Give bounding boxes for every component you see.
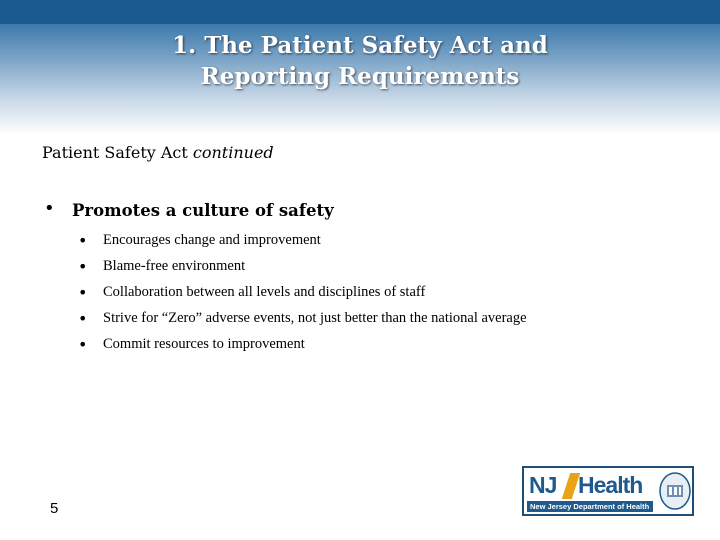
main-bullet-text: Promotes a culture of safety [72,201,334,220]
header-top-bar [0,0,720,24]
bullet-icon: • [44,198,55,219]
logo-department-text: New Jersey Department of Health [530,502,650,511]
bullet-icon: • [78,283,88,302]
bullet-icon: • [78,231,88,250]
list-item-text: Commit resources to improvement [103,336,305,352]
bullet-icon: • [78,335,88,354]
slide-subtitle [42,143,274,162]
page-number: 5 [50,500,59,517]
list-item-text: Collaboration between all levels and disciplines of staff [103,284,426,300]
list-item-text: Strive for “Zero” adverse events, not just better than the national average [103,310,527,326]
slide-title-line-1: 1. The Patient Safety Act and [172,32,548,59]
bullet-icon: • [78,309,88,328]
bullet-icon: • [78,257,88,276]
list-item [78,334,698,360]
slide-title-line-2: Reporting Requirements [200,63,520,90]
subtitle-text: Patient Safety Act [42,143,188,162]
list-item [78,230,698,256]
logo-health-text: Health [578,472,643,498]
list-item [78,308,698,334]
nj-health-logo [522,466,694,516]
logo-nj-text: NJ [529,472,557,498]
state-seal-icon [659,472,691,510]
subtitle-emphasis: continued [192,143,274,162]
list-item-text: Blame-free environment [103,258,246,274]
list-item [78,256,698,282]
sub-bullet-list [78,230,698,360]
slide-title [60,30,660,92]
list-item-text: Encourages change and improvement [103,232,321,248]
list-item [78,282,698,308]
